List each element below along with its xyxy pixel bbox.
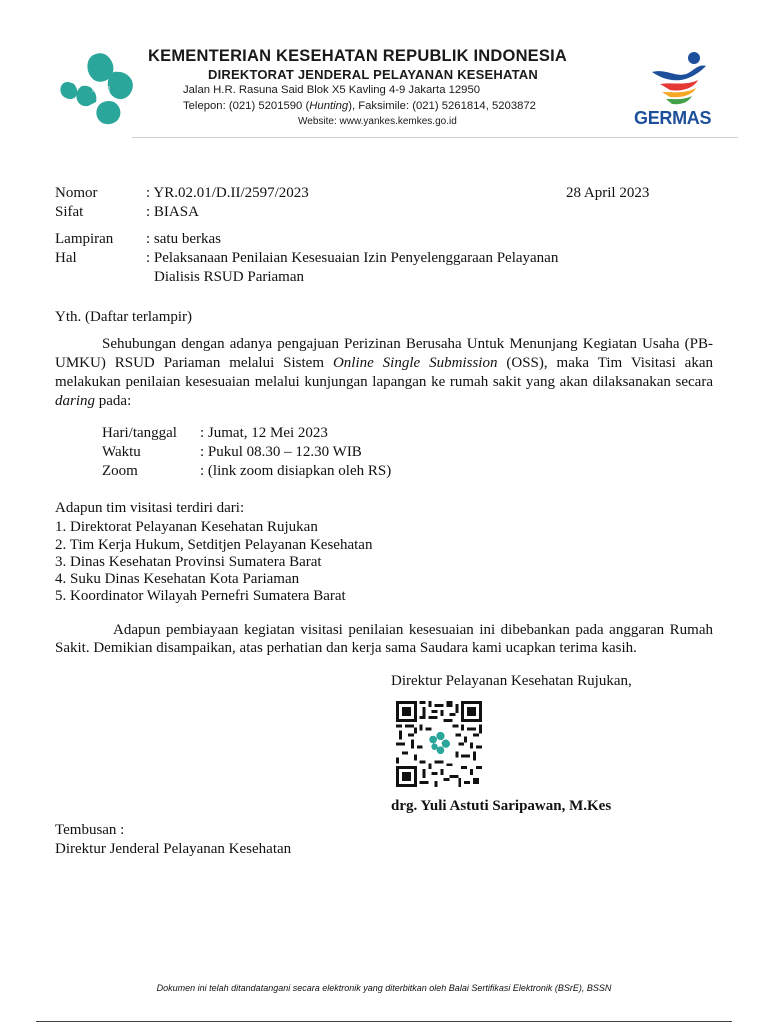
- signer-name: drg. Yuli Astuti Saripawan, M.Kes: [391, 798, 612, 814]
- directorate-name: DIREKTORAT JENDERAL PELAYANAN KESEHATAN: [208, 67, 538, 82]
- schedule-time-value: : Pukul 08.30 – 12.30 WIB: [200, 444, 362, 460]
- schedule-time-label: Waktu: [102, 444, 141, 460]
- nomor-label: Nomor: [55, 185, 98, 201]
- tembusan-label: Tembusan :: [55, 822, 125, 838]
- sifat-value: : BIASA: [146, 204, 199, 220]
- tembusan-recipient: Direktur Jenderal Pelayanan Kesehatan: [55, 841, 292, 857]
- hal-label: Hal: [55, 250, 77, 266]
- nomor-value: : YR.02.01/D.II/2597/2023: [146, 185, 309, 201]
- signature-qr-code: [396, 701, 482, 787]
- hal-value-line2: Dialisis RSUD Pariaman: [154, 269, 304, 285]
- schedule-zoom-label: Zoom: [102, 463, 138, 479]
- team-item: 5. Koordinator Wilayah Pernefri Sumatera Barat: [55, 588, 346, 604]
- team-intro: Adapun tim visitasi terdiri dari:: [55, 500, 245, 516]
- letter-date: 28 April 2023: [566, 185, 650, 201]
- signer-title: Direktur Pelayanan Kesehatan Rujukan,: [391, 673, 632, 689]
- footer-divider: [36, 1021, 732, 1022]
- schedule-zoom-value: : (link zoom disiapkan oleh RS): [200, 463, 392, 479]
- closing-paragraph: Adapun pembiayaan kegiatan visitasi penilaian kesesuaian ini dibebankan pada anggaran Rumah Sakit. Demikian disampaikan, atas perhatian dan kerja sama Saudara kami ucapkan terima kasih.: [55, 622, 713, 656]
- website: Website: www.yankes.kemkes.go.id: [298, 116, 457, 127]
- schedule-day-value: : Jumat, 12 Mei 2023: [200, 425, 328, 441]
- letterhead-divider: [132, 137, 738, 138]
- team-item: 3. Dinas Kesehatan Provinsi Sumatera Barat: [55, 554, 322, 570]
- salutation: Yth. (Daftar terlampir): [55, 309, 193, 325]
- team-item: 1. Direktorat Pelayanan Kesehatan Rujukan: [55, 519, 318, 535]
- schedule-day-label: Hari/tanggal: [102, 425, 177, 441]
- team-item: 4. Suku Dinas Kesehatan Kota Pariaman: [55, 571, 300, 587]
- kemenkes-logo-icon: [52, 46, 142, 128]
- address: Jalan H.R. Rasuna Said Blok X5 Kavling 4-9 Jakarta 12950: [183, 84, 481, 96]
- germas-logo-icon: [644, 50, 714, 108]
- sifat-label: Sifat: [55, 204, 84, 220]
- germas-wordmark: GERMAS: [634, 108, 712, 128]
- letterhead-text: [148, 46, 618, 130]
- phone-fax: Telepon: (021) 5201590 (Hunting), Faksimile: (021) 5261814, 5203872: [183, 100, 536, 112]
- lampiran-value: : satu berkas: [146, 231, 221, 247]
- e-signature-note: Dokumen ini telah ditandatangani secara elektronik yang diterbitkan oleh Balai Sertifikasi Elektronik (BSrE), BSSN: [156, 983, 612, 993]
- team-item: 2. Tim Kerja Hukum, Setditjen Pelayanan Kesehatan: [55, 537, 373, 553]
- opening-paragraph: Sehubungan dengan adanya pengajuan Perizinan Berusaha Untuk Menunjang Kegiatan Usaha (PB-UMKU) RSUD Pariaman melalui Sistem Online Single Submission (OSS), maka Tim Visitasi akan melakukan penilaian kesesuaian melalui kunjungan lapangan ke rumah sakit yang akan dilaksanakan secara daring pada:: [55, 336, 713, 409]
- ministry-name: KEMENTERIAN KESEHATAN REPUBLIK INDONESIA: [148, 47, 567, 65]
- hal-value-line1: : Pelaksanaan Penilaian Kesesuaian Izin Penyelenggaraan Pelayanan: [146, 250, 559, 266]
- lampiran-label: Lampiran: [55, 231, 114, 247]
